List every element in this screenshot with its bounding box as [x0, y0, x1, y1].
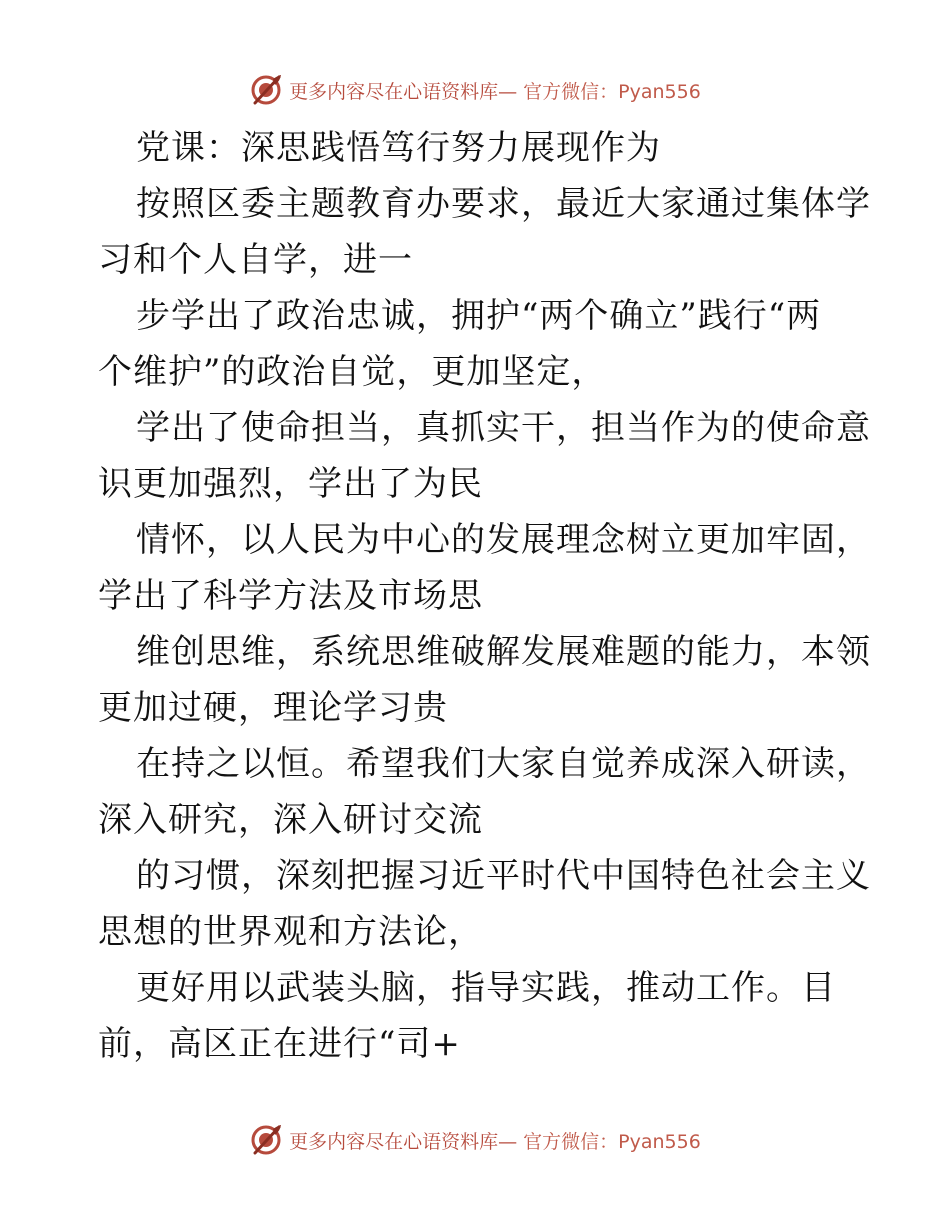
text-line: 情怀，以人民为中心的发展理念树立更加牢固， [136, 520, 871, 560]
text-line: 学出了科学方法及市场思 [98, 576, 483, 616]
text-line: 更加过硬，理论学习贵 [98, 688, 448, 728]
text-line: 按照区委主题教育办要求，最近大家通过集体学 [136, 184, 871, 224]
text-line: 前，高区正在进行“司+ [98, 1024, 461, 1064]
quill-logo-icon [249, 73, 283, 107]
header-banner [0, 70, 950, 110]
text-line: 更好用以武装头脑，指导实践，推动工作。目 [136, 968, 836, 1008]
footer-banner-text: 更多内容尽在心语资料库— [289, 1130, 518, 1153]
text-line: 维创思维，系统思维破解发展难题的能力，本领 [136, 632, 871, 672]
text-line: 在持之以恒。希望我们大家自觉养成深入研读， [136, 744, 871, 784]
document-title: 党课：深思践悟笃行努力展现作为 [136, 128, 661, 168]
text-line: 识更加强烈，学出了为民 [98, 464, 483, 504]
quill-logo-icon [249, 1123, 283, 1157]
header-wechat-text: 官方微信：Pyan556 [523, 80, 701, 103]
text-line: 思想的世界观和方法论， [98, 912, 483, 952]
text-line: 习和个人自学，进一 [98, 240, 413, 280]
text-line: 学出了使命担当，真抓实干，担当作为的使命意 [136, 408, 871, 448]
text-line: 深入研究，深入研讨交流 [98, 800, 483, 840]
footer-wechat-text: 官方微信：Pyan556 [523, 1130, 701, 1153]
text-line: 的习惯，深刻把握习近平时代中国特色社会主义 [136, 856, 871, 896]
text-line: 个维护”的政治自觉，更加坚定， [98, 352, 607, 392]
text-line: 步学出了政治忠诚，拥护“两个确立”践行“两 [136, 296, 822, 336]
header-banner-text: 更多内容尽在心语资料库— [289, 80, 518, 103]
document-body [98, 120, 871, 1072]
footer-banner [0, 1120, 950, 1160]
